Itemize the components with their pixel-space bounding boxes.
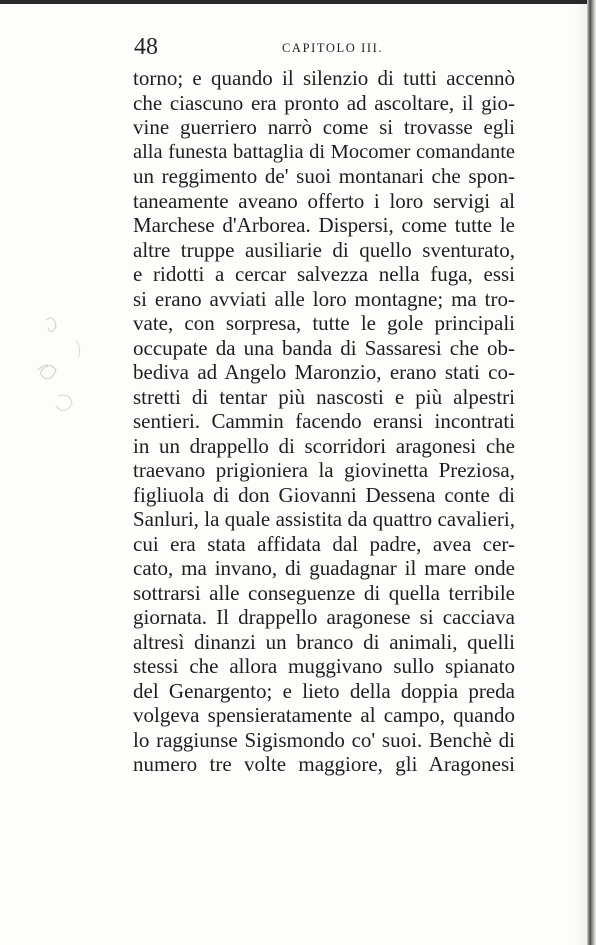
page-top-edge: [0, 0, 596, 4]
text-line: si erano avviati alle loro montagne; ma tro-: [133, 286, 515, 311]
pencil-marks-decoration: [28, 300, 98, 440]
binding-shadow: [573, 0, 587, 945]
text-line: bediva ad Angelo Maronzio, erano stati co-: [133, 360, 515, 384]
text-line: traevano prigioniera la giovinetta Preziosa,: [133, 458, 515, 482]
text-line: numero tre volte maggiore, gli Aragonesi: [133, 752, 515, 776]
page-right-edge: [587, 0, 596, 945]
text-line: lo raggiunse Sigismondo co' suoi. Benchè di: [133, 727, 515, 752]
page-number: 48: [134, 34, 158, 60]
text-line: che ciascuno era pronto ad ascoltare, il gio-: [133, 90, 515, 115]
text-line: stretti di tentar più nascosti e più alpestri: [133, 384, 515, 409]
body-text: [133, 66, 515, 777]
text-line: torno; e quando il silenzio di tutti accennò: [133, 66, 515, 90]
text-line: cato, ma invano, di guadagnar il mare onde: [133, 556, 515, 580]
text-line: sentieri. Cammin facendo eransi incontrati: [133, 409, 515, 433]
text-line: un reggimento de' suoi montanari che spon-: [133, 164, 515, 188]
text-line: in un drappello di scorridori aragonesi che: [133, 433, 515, 458]
running-head: CAPITOLO III.: [282, 41, 384, 55]
page-header: [134, 32, 514, 62]
text-line: altre truppe ausiliarie di quello sventurato,: [133, 237, 515, 262]
text-line: figliuola di don Giovanni Dessena conte di: [133, 482, 515, 507]
text-line: giornata. Il drappello aragonese si cacciava: [133, 605, 515, 629]
text-line: vate, con sorpresa, tutte le gole principali: [133, 311, 515, 335]
text-line: Sanluri, la quale assistita da quattro cavalieri,: [133, 507, 515, 531]
text-line: taneamente aveano offerto i loro servigi al: [133, 188, 515, 213]
text-line: alla funesta battaglia di Mocomer comandante: [133, 140, 515, 163]
text-line: volgeva spensieratamente al campo, quando: [133, 703, 515, 727]
text-line: e ridotti a cercar salvezza nella fuga, essi: [133, 262, 515, 286]
text-line: Marchese d'Arborea. Dispersi, come tutte le: [133, 213, 515, 237]
text-line: occupate da una banda di Sassaresi che ob-: [133, 335, 515, 360]
text-line: sottrarsi alle conseguenze di quella terribile: [133, 580, 515, 605]
text-line: cui era stata affidata dal padre, avea cer-: [133, 531, 515, 556]
text-line: altresì dinanzi un branco di animali, quelli: [133, 629, 515, 654]
text-line: vine guerriero narrò come si trovasse egli: [133, 115, 515, 139]
text-line: del Genargento; e lieto della doppia preda: [133, 678, 515, 703]
text-line: stessi che allora muggivano sullo spianato: [133, 654, 515, 678]
